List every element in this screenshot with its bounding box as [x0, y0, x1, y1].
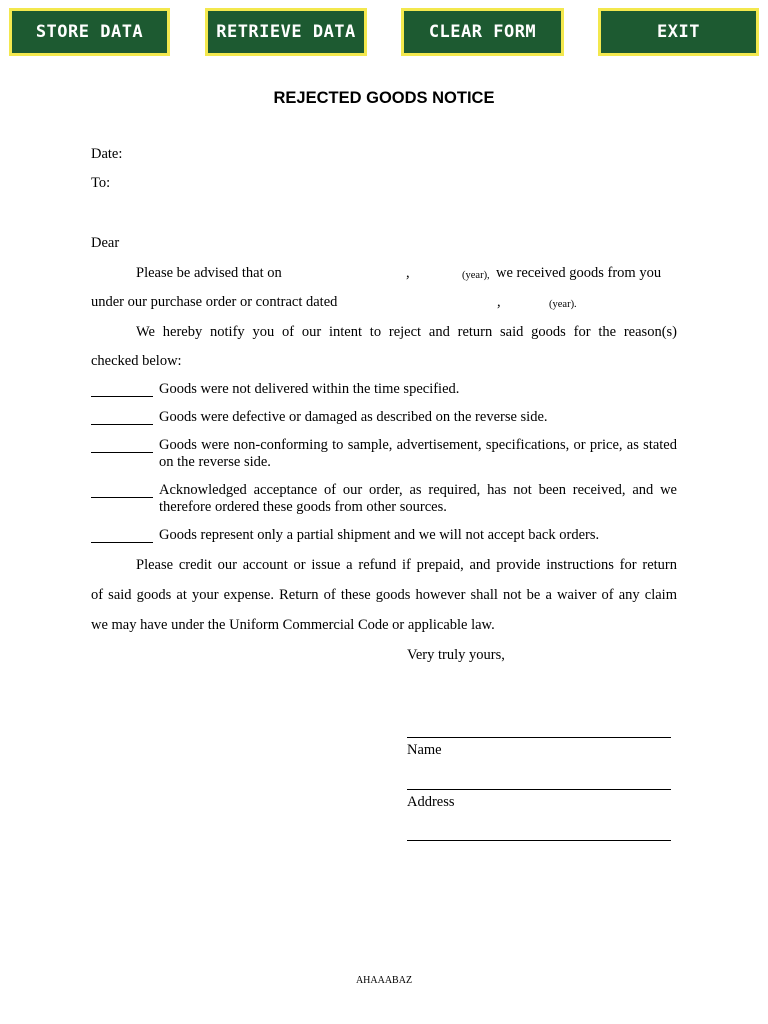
para1-end: we received goods from you: [496, 265, 662, 281]
reason-checkbox-3[interactable]: [91, 452, 153, 453]
credit-line-1: Please credit our account or issue a refund if prepaid, and provide instructions for return: [136, 557, 677, 573]
address-label: Address: [407, 794, 455, 810]
para1-comma: ,: [406, 265, 410, 281]
notify-line-1: We hereby notify you of our intent to reject and return said goods for the reason(s): [136, 324, 677, 340]
reason-checkbox-2[interactable]: [91, 424, 153, 425]
reason-item-2: Goods were defective or damaged as described on the reverse side.: [159, 409, 548, 425]
document-title: REJECTED GOODS NOTICE: [273, 89, 495, 107]
exit-button[interactable]: EXIT: [598, 8, 759, 56]
para1-start: Please be advised that on: [136, 265, 282, 281]
date-label: Date:: [91, 146, 123, 162]
to-label: To:: [91, 175, 111, 191]
reason-item-3: Goods were non-conforming to sample, advertisement, specifications, or price, as stated on the reverse side.: [159, 437, 677, 470]
notify-line-2: checked below:: [91, 353, 182, 369]
reason-checkbox-5[interactable]: [91, 542, 153, 543]
closing: Very truly yours,: [407, 647, 505, 663]
credit-line-2: of said goods at your expense. Return of these goods however shall not be a waiver of any claim: [91, 587, 677, 603]
para2-comma: ,: [497, 294, 501, 310]
reason-item-5: Goods represent only a partial shipment and we will not accept back orders.: [159, 527, 600, 543]
address-line[interactable]: [407, 840, 671, 841]
signature-line[interactable]: [407, 737, 671, 738]
year-label-1: (year),: [462, 270, 490, 281]
reason-item-1: Goods were not delivered within the time specified.: [159, 381, 460, 397]
retrieve-data-button[interactable]: RETRIEVE DATA: [205, 8, 367, 56]
name-line[interactable]: [407, 789, 671, 790]
reason-item-4: Acknowledged acceptance of our order, as required, has not been received, and we therefore ordered these goods from other sources.: [159, 482, 677, 515]
store-data-button[interactable]: STORE DATA: [9, 8, 170, 56]
para2-start: under our purchase order or contract dated: [91, 294, 338, 310]
name-label: Name: [407, 742, 442, 758]
credit-line-3: we may have under the Uniform Commercial Code or applicable law.: [91, 617, 495, 633]
clear-form-button[interactable]: CLEAR FORM: [401, 8, 564, 56]
footer-code: AHAAABAZ: [355, 975, 413, 986]
reason-checkbox-4[interactable]: [91, 497, 153, 498]
reason-checkbox-1[interactable]: [91, 396, 153, 397]
salutation: Dear: [91, 235, 120, 251]
year-label-2: (year).: [549, 299, 577, 310]
